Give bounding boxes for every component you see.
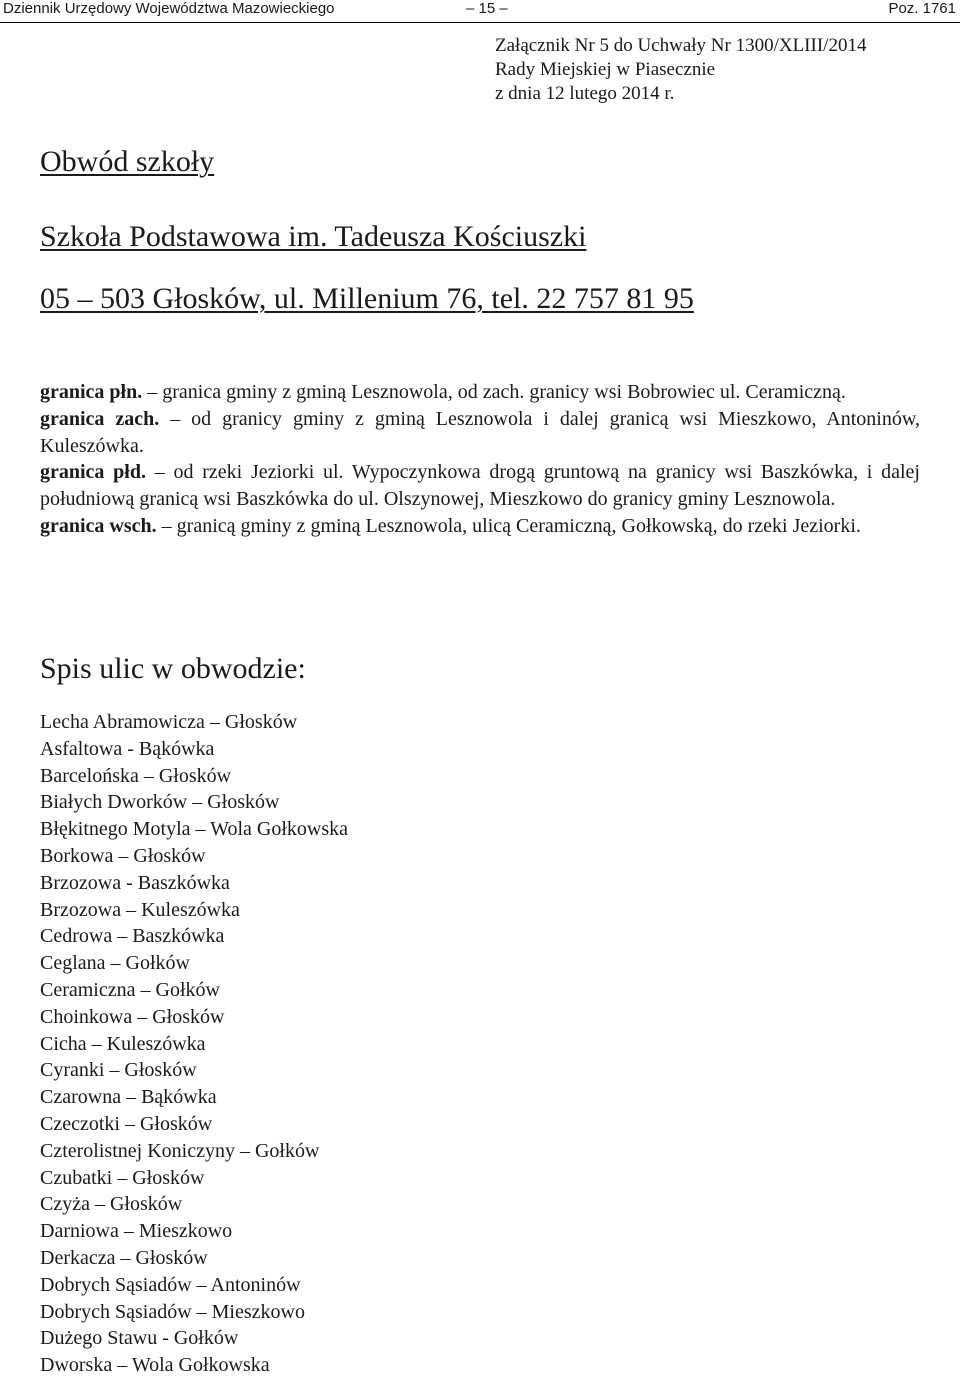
page-header — [0, 0, 960, 23]
school-name: Szkoła Podstawowa im. Tadeusza Kościuszki — [40, 220, 587, 253]
border-text: – od rzeki Jeziorki ul. Wypoczynkowa drogą gruntową na granicy wsi Baszkówka, i dalej południową granicą wsi Baszkówka do ul. Olszynowej, Mieszkowo do granicy gminy Lesznowola. — [40, 461, 920, 511]
street-item: Cyranki – Głosków — [40, 1059, 197, 1082]
street-item: Ceramiczna – Gołków — [40, 978, 220, 1001]
border-paragraph — [40, 513, 920, 540]
street-item: Czterolistnej Koniczyny – Gołków — [40, 1139, 320, 1162]
border-label: granica wsch. — [40, 514, 157, 537]
borders-section — [40, 379, 920, 540]
street-item: Czeczotki – Głosków — [40, 1112, 213, 1135]
street-item: Dużego Stawu - Gołków — [40, 1327, 239, 1350]
border-label: granica płn. — [40, 381, 143, 403]
border-paragraph — [40, 459, 920, 513]
street-item: Błękitnego Motyla – Wola Gołkowska — [40, 818, 348, 841]
border-label: granica zach. — [40, 407, 160, 430]
annex-info — [495, 34, 866, 106]
street-item: Derkacza – Głosków — [40, 1246, 208, 1269]
border-paragraph — [40, 379, 920, 406]
street-item: Choinkowa – Głosków — [40, 1005, 225, 1028]
border-label: granica płd. — [40, 461, 146, 484]
street-item: Asfaltowa - Bąkówka — [40, 737, 215, 760]
document-title: Obwód szkoły — [40, 145, 215, 178]
street-item: Dworska – Wola Gołkowska — [40, 1354, 270, 1377]
street-item: Czyża – Głosków — [40, 1193, 183, 1216]
street-item: Brzozowa - Baszkówka — [40, 871, 230, 894]
border-text: – granicą gminy z gminą Lesznowola, ulicą Ceramiczną, Gołkowską, do rzeki Jeziorki. — [156, 514, 861, 537]
annex-line: Rady Miejskiej w Piasecznie — [495, 59, 716, 80]
street-item: Borkowa – Głosków — [40, 844, 206, 867]
street-item: Czarowna – Bąkówka — [40, 1086, 217, 1109]
annex-line: Załącznik Nr 5 do Uchwały Nr 1300/XLIII/2014 — [495, 35, 867, 56]
annex-line: z dnia 12 lutego 2014 r. — [495, 83, 675, 104]
journal-name: Dziennik Urzędowy Województwa Mazowieckiego — [3, 0, 335, 17]
title-block — [40, 143, 920, 181]
streets-list — [40, 709, 348, 1379]
street-item: Barcelońska – Głosków — [40, 764, 232, 787]
street-item: Cedrowa – Baszkówka — [40, 925, 225, 948]
street-item: Cicha – Kuleszówka — [40, 1032, 206, 1055]
street-item: Darniowa – Mieszkowo — [40, 1220, 233, 1243]
page-number: – 15 – — [466, 0, 508, 17]
school-address: 05 – 503 Głosków, ul. Millenium 76, tel. 22 757 81 95 — [40, 282, 694, 315]
street-item: Lecha Abramowicza – Głosków — [40, 711, 298, 733]
street-item: Brzozowa – Kuleszówka — [40, 898, 240, 921]
border-text: – granica gminy z gminą Lesznowola, od zach. granicy wsi Bobrowiec ul. Ceramiczną. — [142, 381, 846, 403]
street-item: Białych Dworków – Głosków — [40, 791, 280, 814]
border-paragraph — [40, 406, 920, 460]
street-item: Ceglana – Gołków — [40, 952, 190, 975]
street-item: Czubatki – Głosków — [40, 1166, 205, 1189]
street-item: Dobrych Sąsiadów – Mieszkowo — [40, 1300, 305, 1323]
streets-heading: Spis ulic w obwodzie: — [40, 652, 306, 685]
street-item: Dobrych Sąsiadów – Antoninów — [40, 1273, 301, 1296]
position-number: Poz. 1761 — [888, 0, 956, 17]
border-text: – od granicy gminy z gminą Lesznowola i dalej granicą wsi Mieszkowo, Antoninów, Kuleszówka. — [40, 407, 920, 457]
